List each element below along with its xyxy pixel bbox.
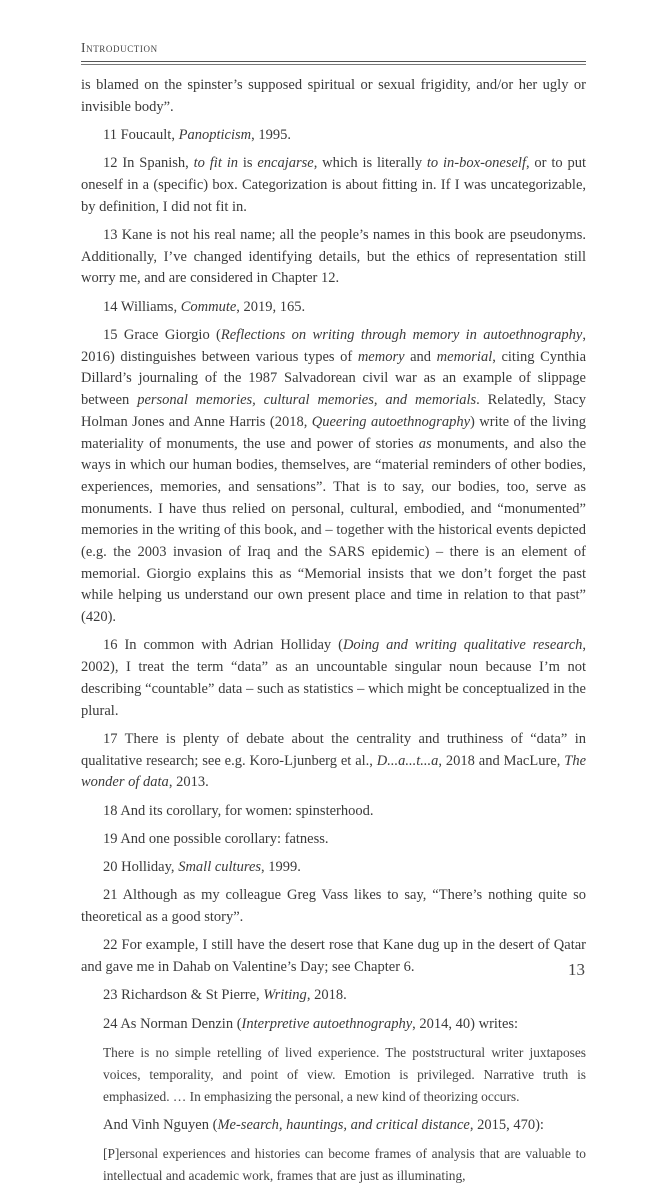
note-13: 13 Kane is not his real name; all the people’s names in this book are pseudonyms. Additionally, I’ve changed identifying details, but the ethics of representation still worry me, and are considered in Chapter 12. [81,227,586,287]
note-15: 15 Grace Giorgio (Reflections on writing through memory in autoethnography, 2016) distinguishes between various types of memory and memorial, citing Cynthia Dillard’s journaling of the 1987 Salvadorean civil war as an example of slippage between personal memories, cultural memories, and memorials. Relatedly, Stacy Holman Jones and Anne Harris (2018, Queering autoethnography) write of the living materiality of monuments, the use and power of stories as monuments, and also the ways in which our human bodies, themselves, are “material reminders of other bodies, experiences, memories, and sensations”. That is to say, our bodies, too, serve as monuments. I have thus relied on personal, cultural, embodied, and “monumented” memories in the writing of this book, and – together with the historical events depicted (e.g. the 2003 invasion of Iraq and the SARS epidemic) – there is an element of memorial. Giorgio explains this as “Memorial insists that we don’t forget the past while helping us understand our own present place and time in relation to that past” (420). [81,327,587,626]
note-23: 23 Richardson & St Pierre, Writing, 2018. [103,987,347,1004]
note-18: 18 And its corollary, for women: spinsterhood. [103,802,374,819]
note-11: 11 Foucault, Panopticism, 1995. [103,127,291,143]
block-quote-denzin: There is no simple retelling of lived experience. The poststructural writer juxtaposes voices, temporality, and point of view. Emotion is privileged. Narrative truth is emphasized. … In emphasizing the personal, a new kind of theorizing occurs. [103,1045,586,1105]
running-header: Introduction [81,40,158,55]
endnotes-body [81,75,586,1194]
note-12: 12 In Spanish, to fit in is encajarse, which is literally to in-box-oneself, or to put oneself in a (specific) box. Categorization is about fitting in. If I was uncategorizable, by definition, I did not fit in. [81,155,586,215]
block-quote-nguyen: [P]ersonal experiences and histories can become frames of analysis that are valuable to intellectual and academic work, frames that are just as illuminating, [103,1145,586,1183]
note-24: 24 As Norman Denzin (Interpretive autoethnography, 2014, 40) writes: [103,1015,519,1032]
note-19: 19 And one possible corollary: fatness. [103,830,329,847]
note-17: 17 There is plenty of debate about the centrality and truthiness of “data” in qualitative research; see e.g. Koro-Ljunberg et al., D...a...t...a, 2018 and MacLure, The wonder of data, 2013. [81,730,586,791]
note-14: 14 Williams, Commute, 2019, 165. [103,298,306,315]
page-number: 13 [568,960,585,979]
note-continuation: is blamed on the spinster’s supposed spiritual or sexual frigidity, and/or her ugly or invisible body”. [81,77,586,115]
note-20: 20 Holliday, Small cultures, 1999. [103,859,301,876]
header-rule [81,61,586,62]
header-rule-thin [81,64,586,65]
note-24-continued: And Vinh Nguyen (Me-search, hauntings, and critical distance, 2015, 470): [103,1116,544,1133]
note-16: 16 In common with Adrian Holliday (Doing and writing qualitative research, 2002), I treat the term “data” as an uncountable singular noun because I’m not describing “countable” data – such as statistics – which might be conceptualized in the plural. [81,637,586,719]
note-22: 22 For example, I still have the desert rose that Kane dug up in the desert of Qatar and gave me in Dahab on Valentine’s Day; see Chapter 6. [81,937,586,976]
note-21: 21 Although as my colleague Greg Vass likes to say, “There’s nothing quite so theoretical as a good story”. [81,887,586,926]
